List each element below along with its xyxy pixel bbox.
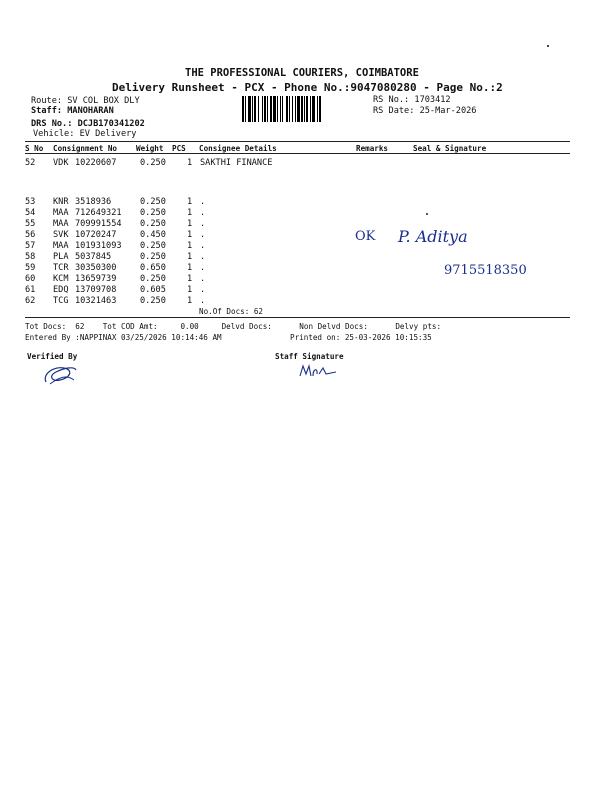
col-pcs: PCS xyxy=(172,144,186,153)
col-sno: S No xyxy=(25,144,44,153)
barcode-bar xyxy=(310,96,311,122)
route-label: Route: SV COL BOX DLY xyxy=(31,96,140,106)
runsheet-subtitle: Delivery Runsheet - PCX - Phone No.:9047080280 - Page No.:2 xyxy=(112,81,503,94)
col-seal-signature: Seal & Signature xyxy=(413,144,487,153)
col-consignee: Consignee Details xyxy=(199,144,277,153)
barcode-bar xyxy=(289,96,290,122)
staff-signature-icon xyxy=(298,362,338,380)
barcode-bar xyxy=(301,96,303,122)
barcode-bar xyxy=(277,96,278,122)
handwritten-signature: P. Aditya xyxy=(398,227,468,246)
verified-by-label: Verified By xyxy=(27,352,78,361)
staff-signature-label: Staff Signature xyxy=(275,352,344,361)
barcode-bar xyxy=(267,96,268,122)
barcode-bar xyxy=(262,96,263,122)
barcode-bar xyxy=(258,96,259,122)
barcode-bar xyxy=(282,96,283,122)
barcode-bar xyxy=(306,96,308,122)
printed-on: Printed on: 25-03-2026 10:15:35 xyxy=(290,333,432,342)
header-rule-top xyxy=(25,141,570,142)
col-remarks: Remarks xyxy=(356,144,389,153)
barcode-bar xyxy=(280,96,281,122)
barcode-bar xyxy=(317,96,318,122)
header-rule-bottom xyxy=(25,153,570,154)
barcode-bar xyxy=(295,96,296,122)
barcode-bar xyxy=(252,96,253,122)
barcode-bar xyxy=(319,96,321,122)
handwritten-phone: 9715518350 xyxy=(444,263,527,278)
rs-number: RS No.: 1703412 xyxy=(373,95,451,105)
speck-mark xyxy=(547,45,549,47)
barcode-bar xyxy=(297,96,300,122)
handwritten-remark: OK xyxy=(355,229,376,244)
barcode-bar xyxy=(273,96,276,122)
barcode-bar xyxy=(270,96,272,122)
verified-signature-icon xyxy=(40,362,80,388)
drs-number: DRS No.: DCJB170341202 xyxy=(31,119,145,129)
totals-summary: Tot Docs: 62 Tot COD Amt: 0.00 Delvd Docs: Non Delvd Docs: Delvy pts: xyxy=(25,322,442,331)
rs-date: RS Date: 25-Mar-2026 xyxy=(373,106,477,116)
staff-label: Staff: MANOHARAN xyxy=(31,106,114,116)
barcode-bar xyxy=(292,96,293,122)
company-title: THE PROFESSIONAL COURIERS, COIMBATORE xyxy=(185,67,419,79)
barcode-bar xyxy=(304,96,305,122)
vehicle-label: Vehicle: EV Delivery xyxy=(33,129,137,139)
col-consignment: Consignment No xyxy=(53,144,118,153)
barcode-bar xyxy=(312,96,315,122)
entered-by: Entered By :NAPPINAX 03/25/2026 10:14:46 AM xyxy=(25,333,222,342)
no-of-docs: No.Of Docs: 62 xyxy=(199,307,264,316)
barcode-bar xyxy=(286,96,288,122)
speck-mark xyxy=(426,213,428,215)
barcode-bar xyxy=(248,96,251,122)
barcode-bar xyxy=(245,96,246,122)
col-weight: Weight xyxy=(136,144,164,153)
barcode-bar xyxy=(242,96,244,122)
barcode-icon xyxy=(242,96,370,122)
summary-rule xyxy=(25,317,570,318)
barcode-bar xyxy=(264,96,266,122)
barcode-bar xyxy=(254,96,256,122)
